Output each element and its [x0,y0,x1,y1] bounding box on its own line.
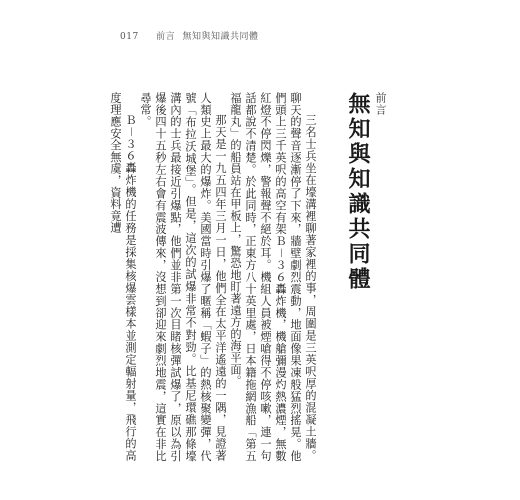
body-text [108,92,318,462]
paragraph: Ｂ－３６轟炸機的任務是採集核爆雲樣本並測定輻射量，飛行的高度理應安全無虞，資料竟遭 [109,92,137,462]
paragraph: 三名士兵坐在壕溝裡聊著家裡的事，周圍是三英呎厚的混凝土牆。聊天的聲音逐漸停了下來，牆壁劇烈震動，地面像果凍般猛烈搖晃。他們頭上三千英呎的高空有架Ｂ－３６轟炸機，機艙彌漫灼熱濃煙，無數紅燈不停閃爍，警報聲不絕於耳。機組人員被煙嗆得不停咳嗽，連一句話都說不清楚。於此同時，正東方八十英里處，日本籍拖網漁船「第五福龍丸」的船員站在甲板上，驚恐地盯著遠方的海平面。 [229,92,317,462]
running-head-title: 無知與知識共同體 [182,32,259,42]
running-head-section: 前言 [156,32,176,42]
chapter-title: 無知與知識共同體 [345,92,370,292]
paragraph: 那天是一九五四年三月一日，他們全在太平洋遙遠的一隅，見證著人類史上最大的爆炸。美國當時引爆了暱稱「蝦子」的熱核聚變彈，代號「布拉沃城堡」。但是，這次的試爆非常不對勁。比基尼環礁那條壕溝內的士兵最接近引爆點，他們並非第一次目睹核彈試爆了，原以為引爆後四十五秒左右會有震波傳來，沒想到卻迎來劇烈地震，這實在非比尋常。 [139,92,227,462]
page-number: 017 [120,32,139,42]
running-head [120,29,258,42]
chapter-label: 前言 [374,92,387,116]
